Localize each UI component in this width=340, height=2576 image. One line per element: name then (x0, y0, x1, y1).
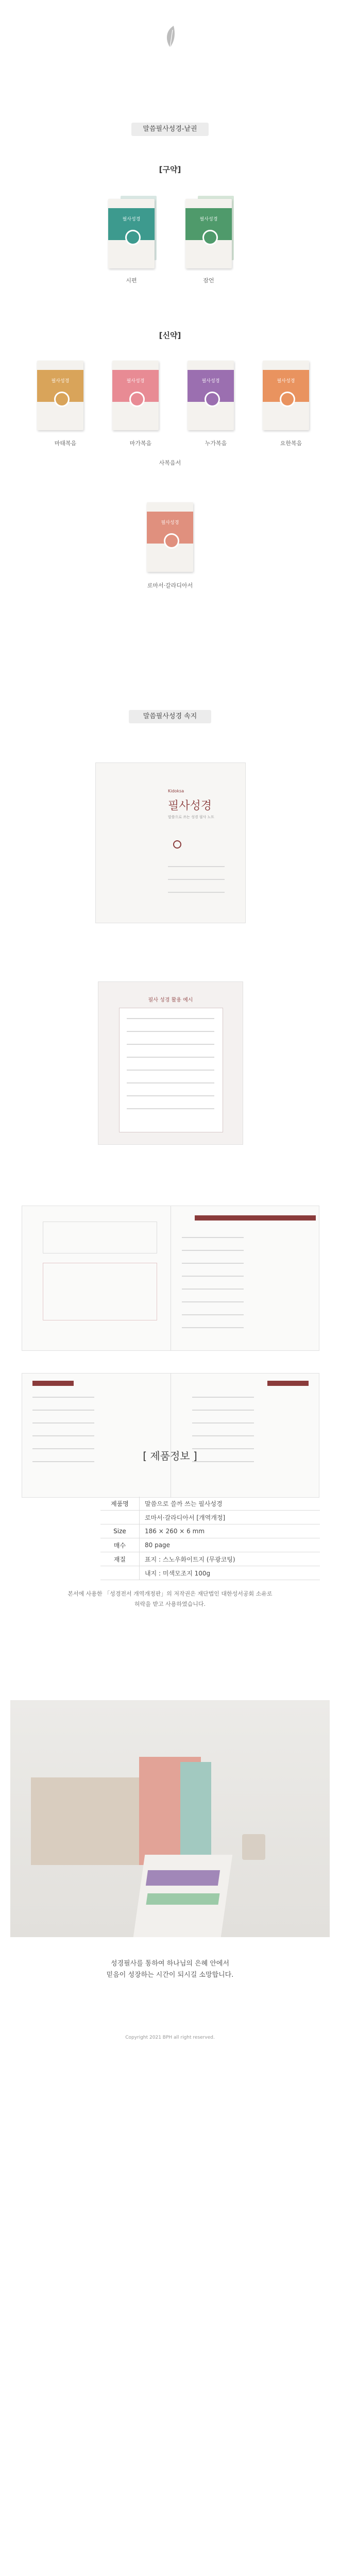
book-romans-galatians: 필사성경 (147, 502, 193, 572)
book-psalms-caption: 시편 (126, 277, 137, 284)
book-john: 필사성경 (263, 361, 309, 430)
new-testament-heading: [신약] (159, 331, 181, 340)
photo-caption-line2: 믿음이 성장하는 시간이 되시길 소망합니다. (106, 1971, 234, 1979)
book-romans-galatians-caption: 로마서·갈라디아서 (147, 582, 193, 589)
table-row: 내지 : 미색모조지 100g (100, 1566, 320, 1580)
old-testament-heading: [구약] (159, 165, 181, 174)
copyright-footer: Copyright 2021 BPH all right reserved. (125, 2035, 215, 2040)
cover-subtitle: 말씀으로 쓰는 성경 필사 노트 (168, 815, 215, 819)
cover-emblem-icon (173, 840, 181, 849)
book-luke: 필사성경 (188, 361, 234, 430)
cover-page (95, 762, 246, 923)
book-matthew-caption: 마태복음 (54, 440, 77, 447)
book-mark-caption: 마가복음 (129, 440, 152, 447)
table-row: Size 186 × 260 × 6 mm (100, 1524, 320, 1538)
book-mark: 필사성경 (112, 361, 159, 430)
copyright-note-line2: 허락을 받고 사용하였습니다. (134, 1601, 206, 1607)
book-proverbs-caption: 잠언 (203, 277, 214, 284)
book-john-caption: 요한복음 (280, 440, 302, 447)
product-info-heading: [ 제품정보 ] (143, 1450, 197, 1462)
copyright-note-line1: 본서에 사용한 「성경전서 개역개정판」의 저작권은 재단법인 대한성서공회 소유로 (67, 1590, 273, 1597)
table-row: 매수 80 page (100, 1538, 320, 1552)
gospels-caption: 사복음서 (159, 460, 181, 466)
intro-page (98, 981, 243, 1145)
table-row: 재질 표지 : 스노우화이트지 (무광코팅) (100, 1552, 320, 1566)
inside-title-bar: 말씀필사성경 속지 (129, 710, 211, 723)
book-psalms: 필사성경 (108, 199, 155, 268)
product-title-bar: 말씀필사성경-낱권 (131, 123, 209, 136)
spread-page-2 (22, 1373, 319, 1498)
table-row: 로마서·갈라디아서 [개역개정] (100, 1511, 320, 1524)
book-proverbs: 필사성경 (185, 199, 232, 268)
photo-caption-line1: 성경필사를 통하여 하나님의 은혜 안에서 (110, 1960, 229, 1968)
cover-title: 필사성경 (168, 800, 212, 812)
cover-brand: Kidoksa (168, 789, 184, 793)
book-matthew: 필사성경 (37, 361, 83, 430)
spread-page-1 (22, 1206, 319, 1351)
table-row: 제품명 말씀으로 쓸까 쓰는 필사성경 (100, 1497, 320, 1511)
intro-heading: 필사 성경 활용 예시 (148, 997, 193, 1003)
leaf-logo-icon (162, 25, 178, 48)
product-photo (10, 1700, 330, 1937)
book-luke-caption: 누가복음 (205, 440, 227, 447)
product-info-table (100, 1497, 320, 1580)
